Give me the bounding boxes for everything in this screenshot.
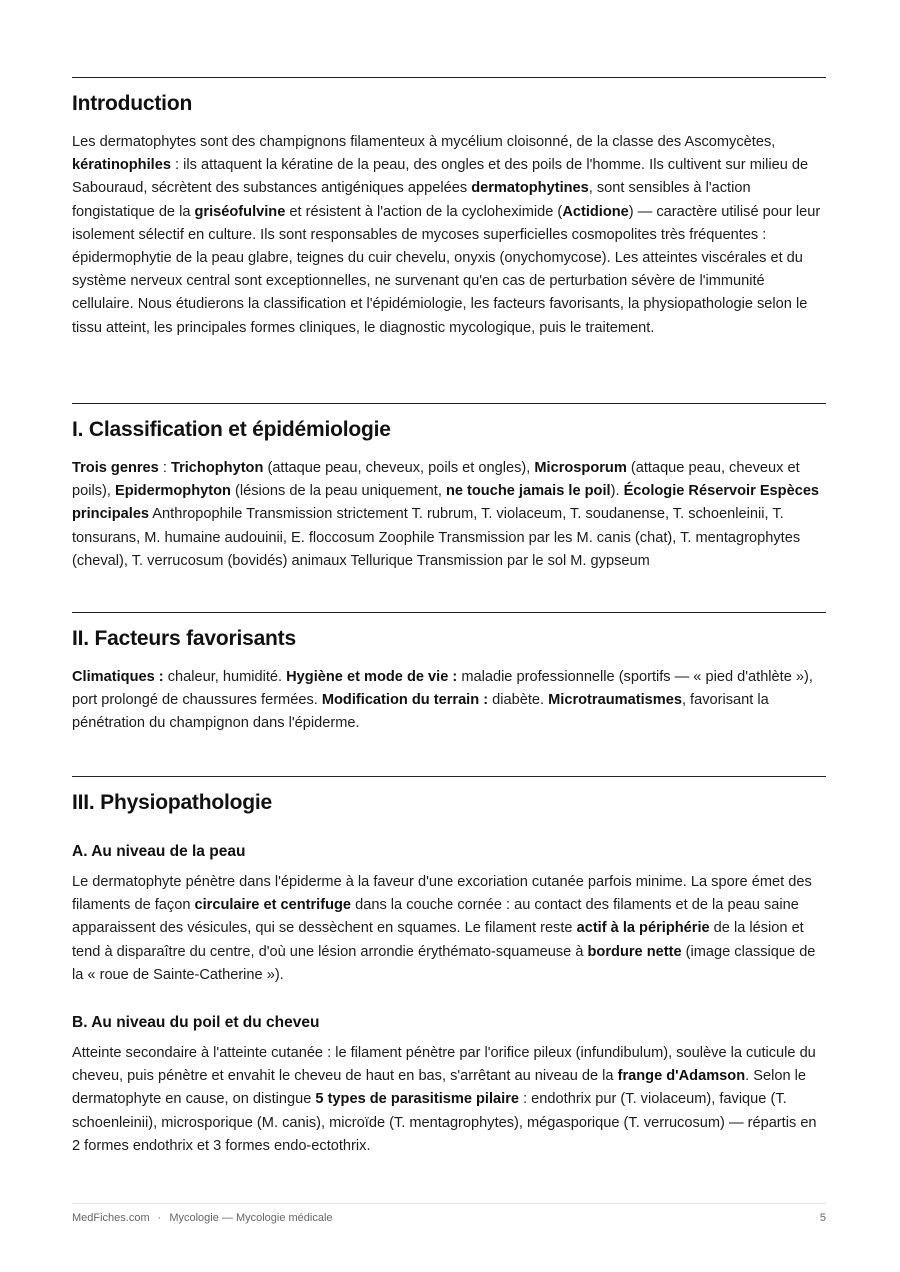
section-title: II. Facteurs favorisants <box>72 627 296 650</box>
bold-term: Actidione <box>562 203 629 220</box>
section-divider <box>72 612 826 613</box>
text-run: chaleur, humidité. <box>163 669 287 685</box>
text-run: , sont sensibles à l'action fongistatique de la <box>72 180 751 220</box>
text-run: (lésions de la peau uniquement, <box>230 483 446 500</box>
text-run: (attaque peau, cheveux, poils et ongles), <box>263 460 535 476</box>
text-run: Anthropophile Transmission strictement T. rubrum, T. violaceum, T. soudanense, T. schoenleinii, T. tonsurans, M. humaine audouinii, E. floccosum Zoophile Transmission par les M. canis (chat), T. mentagrophytes (cheval), T. verrucosum (bovidés) animaux Tellurique Transmission par le sol M. gypseum <box>72 506 801 569</box>
bold-term: Trois genres <box>72 460 159 476</box>
section-title: III. Physiopathologie <box>72 791 272 814</box>
section-physiopathologie <box>72 776 826 1158</box>
bold-term: Climatiques : <box>72 669 164 685</box>
text-run: : ils attaquent la kératine de la peau, des ongles et des poils de l'homme. Ils cultivent sur milieu de Sabouraud, sécrètent des substances antigéniques appelées <box>72 157 809 197</box>
text-run: diabète. <box>488 692 549 709</box>
subsection-title: B. Au niveau du poil et du cheveu <box>72 1014 320 1032</box>
section-facteurs <box>72 612 826 736</box>
text-run: de la lésion et tend à disparaître du centre, d'où une lésion arrondie érythémato-squameuse à <box>72 920 804 960</box>
section-paragraph <box>72 1042 826 1158</box>
section-paragraph <box>72 131 826 340</box>
bold-term: kératinophiles <box>72 157 171 174</box>
footer-separator: · <box>157 1212 162 1224</box>
bold-term: Trichophyton <box>170 460 264 476</box>
section-divider <box>72 77 826 78</box>
section-paragraph <box>72 666 826 736</box>
bold-term: Hygiène et mode de vie : <box>286 669 458 685</box>
text-run: ). <box>610 483 624 500</box>
text-run: Le dermatophyte pénètre dans l'épiderme à la faveur d'une excoriation cutanée parfois minime. La spore émet des filaments de façon <box>72 874 812 914</box>
bold-term: bordure nette <box>587 943 682 960</box>
text-run: et résistent à l'action de la cycloheximide ( <box>285 203 563 220</box>
text-run: (image classique de la « roue de Sainte-Catherine »). <box>72 943 816 983</box>
subsection-title: A. Au niveau de la peau <box>72 843 246 860</box>
page-number: 5 <box>819 1212 826 1224</box>
text-run: : <box>158 460 171 476</box>
text-run: . Selon le dermatophyte en cause, on distingue <box>72 1068 806 1108</box>
text-run: dans la couche cornée : au contact des filaments et de la peau saine apparaissent des vésicules, qui se dessèchent en squames. Le filament reste <box>72 897 799 937</box>
section-classification <box>72 403 826 573</box>
section-divider <box>72 776 826 777</box>
bold-term: frange d'Adamson <box>617 1068 746 1085</box>
footer-course: Mycologie — Mycologie médicale <box>169 1212 333 1224</box>
bold-term: griséofulvine <box>194 203 286 220</box>
text-run: (attaque peau, cheveux et poils), <box>72 460 800 500</box>
bold-term: Microsporum <box>534 460 627 476</box>
bold-term: circulaire et centrifuge <box>194 897 352 914</box>
footer-site: MedFiches.com <box>72 1212 150 1224</box>
bold-term: actif à la périphérie <box>576 920 710 937</box>
bold-term: 5 types de parasitisme pilaire <box>315 1091 520 1108</box>
section-divider <box>72 403 826 404</box>
bold-term: Écologie Réservoir Espèces principales <box>72 483 820 523</box>
text-run: ) — caractère utilisé pour leur isolement sélectif en culture. Ils sont responsables de mycoses superficielles cosmopolites très fréquentes : épidermophytie de la peau glabre, teignes du cuir chevelu, onyxis (onychomycose). Les atteintes viscérales et du système nerveux central sont exceptionnelles, ne survenant qu'en cas de perturbation sévère de l'immunité cellulaire. Nous étudierons la classification et l'épidémiologie, les facteurs favorisants, la physiopathologie selon le tissu atteint, les principales formes cliniques, le diagnostic mycologique, puis le traitement. <box>72 203 821 336</box>
section-title: Introduction <box>72 92 193 115</box>
bold-term: Modification du terrain : <box>321 692 489 709</box>
bold-term: Epidermophyton <box>114 483 231 500</box>
footer-left <box>72 1212 333 1224</box>
section-paragraph <box>72 871 826 987</box>
text-run: , favorisant la pénétration du champignon dans l'épiderme. <box>72 692 769 732</box>
bold-term: ne touche jamais le poil <box>445 483 611 500</box>
text-run: : endothrix pur (T. violaceum), favique (T. schoenleinii), microsporique (M. canis), microïde (T. mentagrophytes), mégasporique (T. verrucosum) — répartis en 2 formes endothrix et 3 formes endo-ectothrix. <box>72 1091 817 1154</box>
bold-term: Microtraumatismes <box>548 692 682 709</box>
text-run: Atteinte secondaire à l'atteinte cutanée : le filament pénètre par l'orifice pileux (infundibulum), soulève la cuticule du cheveu, puis pénètre et envahit le cheveu de haut en bas, s'arrêtant au niveau de la <box>72 1045 816 1085</box>
section-paragraph <box>72 457 826 573</box>
bold-term: dermatophytines <box>471 180 589 197</box>
section-title: I. Classification et épidémiologie <box>72 418 391 441</box>
section-introduction <box>72 77 826 340</box>
text-run: Les dermatophytes sont des champignons filamenteux à mycélium cloisonné, de la classe des Ascomycètes, <box>72 134 776 150</box>
text-run: maladie professionnelle (sportifs — « pied d'athlète »), port prolongé de chaussures fermées. <box>72 669 813 709</box>
page-footer <box>72 1203 826 1224</box>
